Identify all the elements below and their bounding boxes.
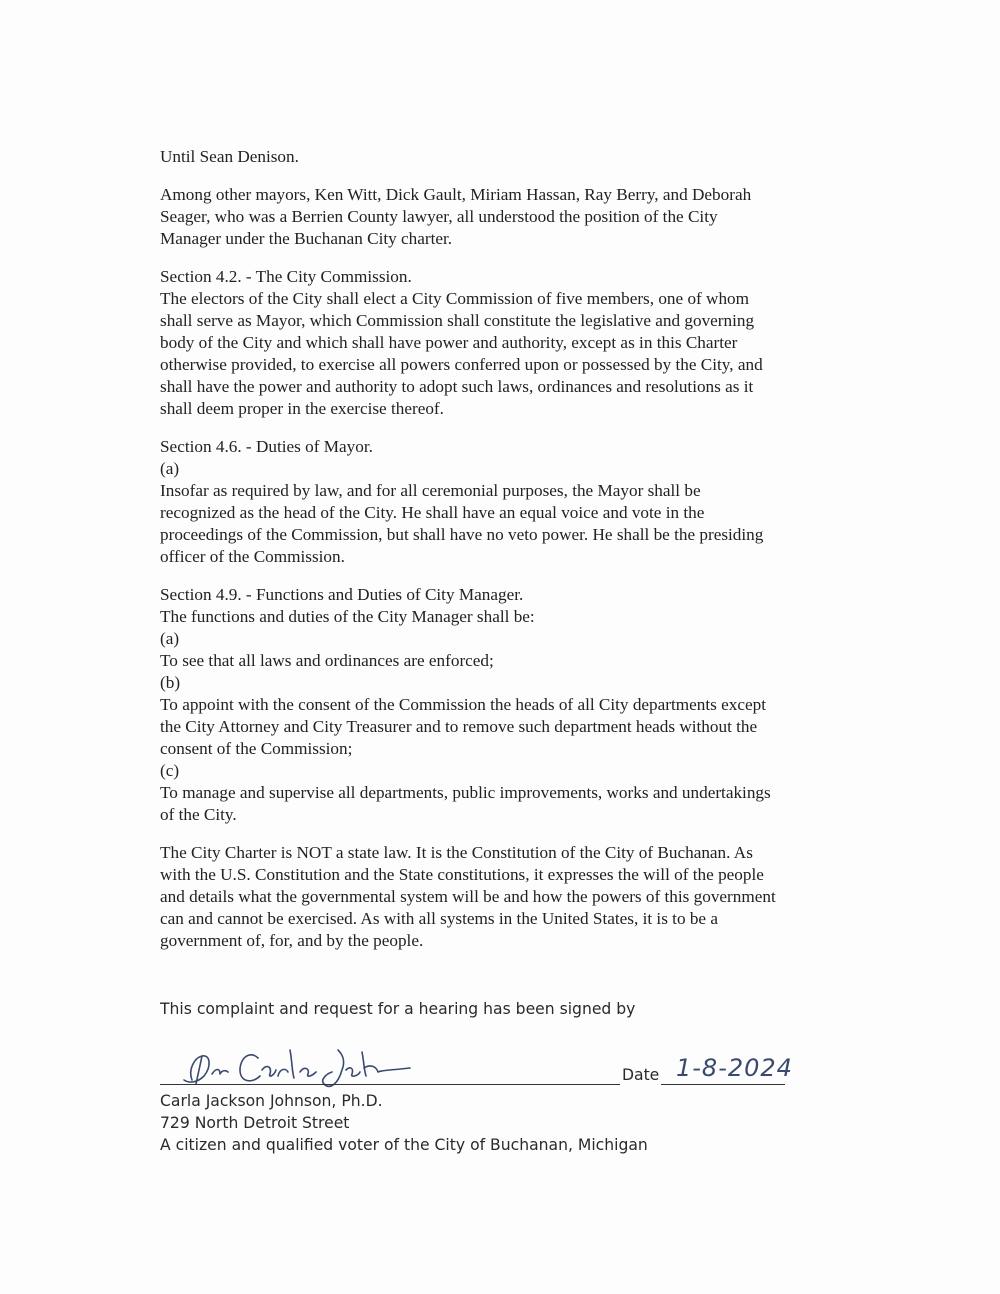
paragraph-line: Until Sean Denison.	[160, 147, 299, 166]
paragraph-line: Manager under the Buchanan City charter.	[160, 229, 453, 248]
list-marker: (a)	[160, 459, 180, 478]
paragraph-line: The electors of the City shall elect a City Commission of five members, one of whom	[160, 289, 750, 308]
paragraph-line: Among other mayors, Ken Witt, Dick Gault, Miriam Hassan, Ray Berry, and Deborah	[160, 185, 752, 204]
paragraph-line: the City Attorney and City Treasurer and to remove such department heads without the	[160, 717, 758, 736]
paragraph-line: shall have the power and authority to adopt such laws, ordinances and resolutions as it	[160, 377, 754, 396]
section-heading: Section 4.2. - The City Commission.	[160, 267, 412, 286]
date-line	[661, 1084, 785, 1085]
section-heading: Section 4.9. - Functions and Duties of City Manager.	[160, 585, 524, 604]
paragraph-line: Seager, who was a Berrien County lawyer, all understood the position of the City	[160, 207, 718, 226]
signer-details	[160, 1090, 648, 1156]
paragraph-line: recognized as the head of the City. He shall have an equal voice and vote in the	[160, 503, 705, 522]
handwritten-date: 1-8-2024	[676, 1054, 793, 1082]
paragraph-line: officer of the Commission.	[160, 547, 345, 566]
paragraph-line: can and cannot be exercised. As with all systems in the United States, it is to be a	[160, 909, 718, 928]
section-heading: Section 4.6. - Duties of Mayor.	[160, 437, 373, 456]
paragraph-line: and details what the governmental system will be and how the powers of this government	[160, 887, 776, 906]
date-label: Date	[622, 1066, 660, 1084]
paragraph-line: To see that all laws and ordinances are enforced;	[160, 651, 494, 670]
paragraph-line: with the U.S. Constitution and the State constitutions, it expresses the will of the people	[160, 865, 764, 884]
signer-note: A citizen and qualified voter of the City of Buchanan, Michigan	[160, 1136, 648, 1154]
paragraph-line: consent of the Commission;	[160, 739, 353, 758]
list-marker: (a)	[160, 629, 180, 648]
list-marker: (c)	[160, 761, 180, 780]
paragraph-line: To manage and supervise all departments, public improvements, works and undertakings	[160, 783, 771, 802]
paragraph-line: proceedings of the Commission, but shall have no veto power. He shall be the presiding	[160, 525, 764, 544]
signer-address: 729 North Detroit Street	[160, 1114, 350, 1132]
paragraph-line: The functions and duties of the City Manager shall be:	[160, 607, 535, 626]
letter-body	[160, 146, 850, 952]
list-marker: (b)	[160, 673, 181, 692]
paragraph-line: shall deem proper in the exercise thereof.	[160, 399, 444, 418]
paragraph-line: of the City.	[160, 805, 237, 824]
handwritten-signature	[170, 1040, 420, 1090]
signature-block	[160, 1040, 820, 1090]
paragraph-line: otherwise provided, to exercise all powers conferred upon or possessed by the City, and	[160, 355, 763, 374]
signed-by-statement: This complaint and request for a hearing has been signed by	[160, 1000, 636, 1018]
paragraph-line: government of, for, and by the people.	[160, 931, 424, 950]
signature-line	[160, 1084, 620, 1085]
signature-statement	[160, 998, 880, 1020]
paragraph-line: shall serve as Mayor, which Commission shall constitute the legislative and governing	[160, 311, 755, 330]
signer-name: Carla Jackson Johnson, Ph.D.	[160, 1092, 383, 1110]
paragraph-line: The City Charter is NOT a state law. It is the Constitution of the City of Buchanan. As	[160, 843, 753, 862]
paragraph-line: Insofar as required by law, and for all ceremonial purposes, the Mayor shall be	[160, 481, 701, 500]
paragraph-line: To appoint with the consent of the Commission the heads of all City departments except	[160, 695, 766, 714]
paragraph-line: body of the City and which shall have power and authority, except as in this Charter	[160, 333, 738, 352]
